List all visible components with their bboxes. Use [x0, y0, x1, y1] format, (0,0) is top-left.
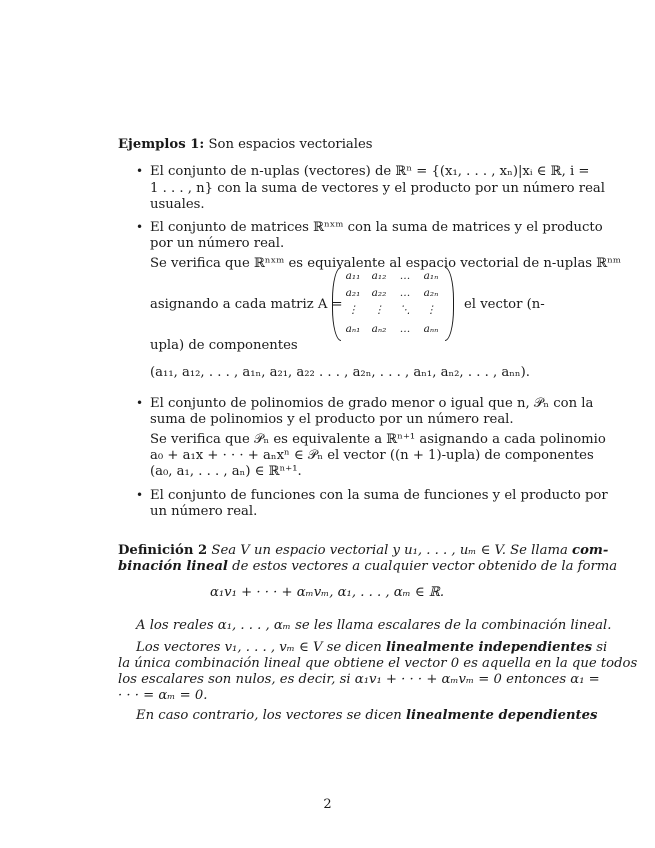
definition-line1	[118, 543, 608, 558]
dependence-line	[136, 708, 597, 723]
matrix-A	[332, 267, 454, 339]
definition-label: Definición 2	[118, 543, 208, 558]
bullet1-line2: 1 . . . , n} con la suma de vectores y el producto por un número real	[150, 181, 605, 196]
matrix-cell: a₂₁	[345, 287, 361, 299]
definition-text: Sea V un espacio vectorial y u₁, . . . , uₘ ∈ V. Se llama	[211, 543, 568, 558]
independence-text: Los vectores v₁, . . . , vₘ ∈ V se dicen	[136, 640, 382, 655]
bullet3-note-line1: Se verifica que 𝒫ₙ es equivalente a ℝⁿ⁺¹ asignando a cada polinomio	[150, 432, 606, 447]
bullet2-line2: por un número real.	[150, 236, 285, 251]
matrix-cell: a₁ₙ	[423, 270, 439, 282]
matrix-cell: aₙₙ	[423, 323, 439, 335]
matrix-cell: aₙ₁	[345, 323, 361, 335]
bullet4-line2: un número real.	[150, 504, 258, 519]
bullet3-line2: suma de polinomios y el producto por un número real.	[150, 412, 514, 427]
matrix-cell: ⋮	[425, 304, 437, 316]
independence-line1	[136, 640, 607, 655]
dependence-text: En caso contrario, los vectores se dicen	[136, 708, 402, 723]
example-heading	[118, 137, 373, 152]
matrix-cell: a₁₁	[345, 270, 361, 282]
matrix-cell: aₙ₂	[371, 323, 387, 335]
bullet2-note: Se verifica que ℝⁿˣᵐ es equivalente al espacio vectorial de n-uplas ℝⁿᵐ	[150, 256, 622, 271]
matrix-cell: a₂ₙ	[423, 287, 439, 299]
matrix-cell: a₁₂	[371, 270, 387, 282]
bullet2-line1: El conjunto de matrices ℝⁿˣᵐ con la suma de matrices y el producto	[150, 220, 603, 235]
matrix-cell: …	[399, 323, 411, 335]
matrix-cell: ⋮	[347, 304, 359, 316]
definition-term: com-	[572, 543, 609, 558]
bullet-dot: •	[136, 488, 144, 502]
bullet3-line1: El conjunto de polinomios de grado menor o igual que n, 𝒫ₙ con la	[150, 396, 594, 411]
independence-term: linealmente independientes	[385, 640, 593, 655]
definition-line2	[118, 559, 617, 574]
page-number: 2	[323, 797, 332, 812]
independence-line2: la única combinación lineal que obtiene el vector 0 es aquella en la que todos	[118, 656, 638, 671]
dependence-term: linealmente dependientes	[405, 708, 598, 723]
definition-term: binación lineal	[118, 559, 228, 574]
independence-line4: · · · = αₘ = 0.	[118, 688, 208, 703]
bullet-dot: •	[136, 220, 144, 234]
matrix-tail: el vector (n-	[464, 297, 545, 312]
bullet-dot: •	[136, 396, 144, 410]
bullet4-line1: El conjunto de funciones con la suma de funciones y el producto por	[150, 488, 608, 503]
bullet3-note-line3: (a₀, a₁, . . . , aₙ) ∈ ℝⁿ⁺¹.	[150, 464, 302, 479]
bullet1-line3: usuales.	[150, 197, 205, 212]
bullet3-note-line2: a₀ + a₁x + · · · + aₙxⁿ ∈ 𝒫ₙ el vector ((n + 1)-upla) de componentes	[150, 448, 594, 463]
matrix-right-paren	[445, 267, 454, 341]
matrix-cell: ⋱	[399, 304, 411, 316]
matrix-cell: …	[399, 270, 411, 282]
matrix-cell: a₂₂	[371, 287, 387, 299]
bullet-dot: •	[136, 164, 144, 178]
matrix-lead: asignando a cada matriz A =	[150, 297, 343, 312]
components-formula: (a₁₁, a₁₂, . . . , a₁ₙ, a₂₁, a₂₂ . . . , a₂ₙ, . . . , aₙ₁, aₙ₂, . . . , aₙₙ).	[150, 365, 530, 380]
independence-text: si	[596, 640, 608, 655]
example-intro: Son espacios vectoriales	[208, 137, 373, 152]
matrix-cell: ⋮	[373, 304, 385, 316]
independence-line3: los escalares son nulos, es decir, si α₁v₁ + · · · + αₘvₘ = 0 entonces α₁ =	[118, 672, 600, 687]
matrix-after: upla) de componentes	[150, 338, 298, 353]
scalars-sentence: A los reales α₁, . . . , αₘ se les llama escalares de la combinación lineal.	[136, 618, 612, 633]
example-label: Ejemplos 1:	[118, 137, 205, 152]
definition-text: de estos vectores a cualquier vector obtenido de la forma	[232, 559, 618, 574]
linear-combination-formula: α₁v₁ + · · · + αₘvₘ, α₁, . . . , αₘ ∈ ℝ.	[209, 585, 445, 600]
bullet1-line1: El conjunto de n-uplas (vectores) de ℝⁿ = {(x₁, . . . , xₙ)|xᵢ ∈ ℝ, i =	[150, 164, 590, 179]
matrix-cell: …	[399, 287, 411, 299]
